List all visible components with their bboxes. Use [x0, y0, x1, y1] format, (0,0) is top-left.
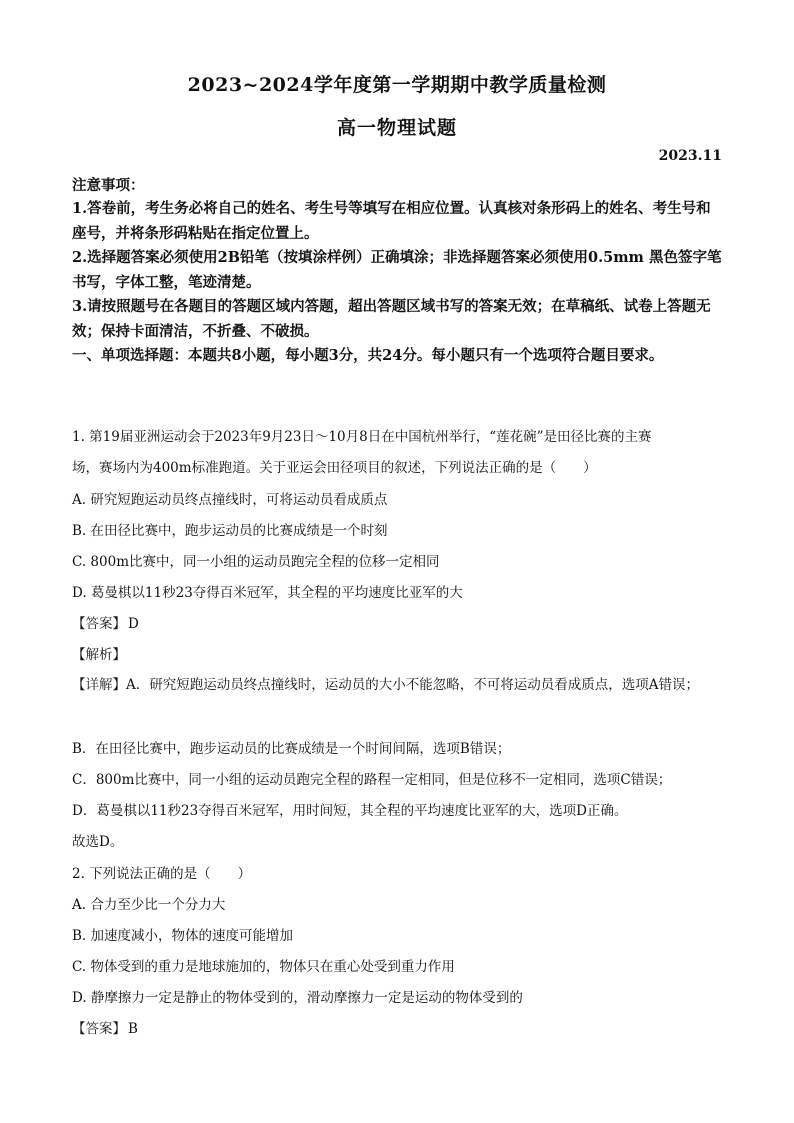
q1-answer-value: D [128, 616, 139, 632]
q1-analysis-tag: 【解析】 [72, 647, 126, 663]
q1-detail-tag: 【详解】 [72, 677, 126, 693]
q1-option-d: D. 葛曼棋以11秒23夺得百米冠军，其全程的平均速度比亚军的大 [72, 585, 463, 601]
q1-detail-a-text: A．研究短跑运动员终点撞线时，运动员的大小不能忽略，不可将运动员看成质点，选项A错误； [126, 677, 699, 693]
q1-detail-b: B．在田径比赛中，跑步运动员的比赛成绩是一个时间间隔，选项B错误； [72, 741, 511, 757]
exam-title: 2023~2024学年度第一学期期中教学质量检测 [187, 74, 607, 96]
section-1-heading: 一、单项选择题：本题共8小题，每小题3分，共24分。每小题只有一个选项符合题目要求。 [72, 347, 664, 364]
q1-answer [72, 614, 732, 634]
q2-answer-value: B [128, 1021, 138, 1037]
notice-item-1: 1.答卷前，考生务必将自己的姓名、考生号等填写在相应位置。认真核对条形码上的姓名、考生号和座号，并将条形码粘贴在指定位置上。 [72, 200, 711, 242]
q1-answer-tag: 【答案】 [72, 616, 126, 632]
q1-stem-line-1: 1. 第19届亚洲运动会于2023年9月23日～10月8日在中国杭州举行，“莲花碗”是田径比赛的主赛 [72, 429, 652, 445]
notice-item-3: 3.请按照题号在各题目的答题区域内答题，超出答题区域书写的答案无效；在草稿纸、试卷上答题无效；保持卡面清洁，不折叠、不破损。 [72, 298, 711, 340]
q1-option-a: A. 研究短跑运动员终点撞线时，可将运动员看成质点 [72, 492, 388, 508]
q2-option-a: A. 合力至少比一个分力大 [72, 897, 226, 913]
q1-detail-d: D．葛曼棋以11秒23夺得百米冠军，用时间短，其全程的平均速度比亚军的大，选项D正确。 [72, 803, 628, 819]
notice-heading: 注意事项： [72, 177, 145, 194]
q1-conclusion: 故选D。 [72, 834, 124, 850]
q2-answer-tag: 【答案】 [72, 1021, 126, 1037]
exam-date: 2023.11 [658, 148, 722, 164]
q2-option-b: B. 加速度减小，物体的速度可能增加 [72, 928, 294, 944]
notice-item-2: 2.选择题答案必须使用2B铅笔（按填涂样例）正确填涂；非选择题答案必须使用0.5mm 黑色签字笔书写，字体工整，笔迹清楚。 [72, 249, 722, 291]
q1-detail-a [72, 670, 724, 701]
exam-subtitle: 高一物理试题 [336, 117, 457, 139]
q2-option-c: C. 物体受到的重力是地球施加的，物体只在重心处受到重力作用 [72, 959, 455, 975]
q1-stem-line-2: 场，赛场内为400m标准跑道。关于亚运会田径项目的叙述，下列说法正确的是（ ） [72, 460, 597, 476]
q2-stem: 2. 下列说法正确的是（ ） [72, 866, 252, 882]
q1-option-c: C. 800m比赛中，同一小组的运动员跑完全程的位移一定相同 [72, 554, 440, 570]
q2-option-d: D. 静摩擦力一定是静止的物体受到的，滑动摩擦力一定是运动的物体受到的 [72, 990, 523, 1006]
q2-answer [72, 1019, 732, 1039]
q1-detail-c: C．800m比赛中，同一小组的运动员跑完全程的路程一定相同，但是位移不一定相同，选项C错误； [72, 772, 672, 788]
q1-option-b: B. 在田径比赛中，跑步运动员的比赛成绩是一个时刻 [72, 523, 388, 539]
